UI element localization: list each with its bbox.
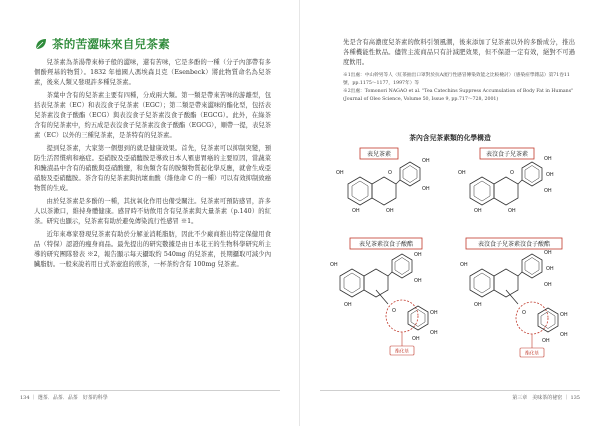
figure-title: 茶內含兒茶素類的化學構造 — [409, 134, 491, 142]
leaf-icon — [34, 37, 48, 51]
structure-egc — [458, 148, 554, 214]
svg-text:OH: OH — [422, 186, 430, 192]
svg-text:OH: OH — [412, 336, 420, 342]
label-egc: 表沒食子兒茶素 — [485, 151, 529, 158]
catechin-structures-figure — [330, 142, 580, 378]
paragraph: 提到兒茶素，大家第一個想到的就是健康效果。首先，兒茶素可以抑制突變，預防生活習慣病和癌症。亞硝胺及亞硝醯胺是導致日本人罹患胃癌的主要原因，當蔬菜和醃漬品中含有的硝酸與亞硝酸鹽，和魚類含有的胺類物質起化學反應，就會生成亞硝胺及亞硝醯胺。茶含有的兒茶素與抗壞血酸（維他命 C 的一種）可以有效抑制致癌物質的生成。 — [34, 144, 271, 193]
label-ester-group: 酯化基 — [395, 349, 409, 355]
footer-rule — [20, 390, 280, 391]
section-title: 茶的苦澀味來自兒茶素 — [52, 37, 170, 51]
svg-text:OH: OH — [546, 266, 554, 272]
svg-text:OH: OH — [414, 252, 422, 258]
svg-text:OH: OH — [542, 338, 550, 344]
footnote: ※1出處：中山幹男等人〈紅茶抽出口罩對於抗A流行性感冒傳染效能之比較檢討〉（感染症學雜誌）第71卷11號，pp.1175～1177，1997年）等 — [343, 73, 570, 86]
svg-text:OH: OH — [352, 208, 360, 214]
svg-text:OH: OH — [414, 278, 422, 284]
right-body-text: 先是含有高濃度兒茶素的飲料引領風潮，後來添加了兒茶素以外的多酚成分，推出各種機能性飲品。儘管主流商品只有計減肥效果，但不保證一定有效，絕對不可過度飲用。 — [343, 39, 575, 67]
svg-text:OH: OH — [430, 330, 438, 336]
svg-text:OH: OH — [430, 310, 438, 316]
label-ester-group: 酯化基 — [525, 351, 539, 357]
svg-text:OH: OH — [422, 158, 430, 164]
left-page-footer: 134 ｜ 選茶．品茶．品茶 好茶的科學 — [20, 395, 108, 401]
svg-text:OH: OH — [544, 188, 552, 194]
svg-text:OH: OH — [544, 156, 552, 162]
svg-text:OH: OH — [508, 208, 516, 214]
structure-egcg — [460, 238, 568, 357]
svg-text:OH: OH — [336, 170, 344, 176]
label-egcg: 表沒食子兒茶素沒食子酸酯 — [477, 241, 551, 248]
label-ec: 表兒茶素 — [366, 151, 392, 158]
svg-text:OH: OH — [330, 262, 338, 268]
section-heading — [34, 36, 170, 52]
footer-rule — [320, 390, 580, 391]
label-ecg: 表兒茶素沒食子酸酯 — [358, 241, 414, 248]
svg-text:OH: OH — [458, 170, 466, 176]
svg-text:OH: OH — [546, 172, 554, 178]
svg-text:OH: OH — [386, 208, 394, 214]
footnote: ※2出處：Tomonori NAGAO et al. "Tea Catechins Suppress Accumulation of Body Fat in Humans" (Journal of Oleo Science, Volume 50, Issue 9, pp.717～728, 2001) — [343, 89, 574, 102]
structure-ec — [336, 148, 430, 214]
svg-text:OH: OH — [560, 332, 568, 338]
svg-text:OH: OH — [460, 262, 468, 268]
svg-text:OH: OH — [544, 282, 552, 288]
paragraph: 兒茶素為茶湯帶來柿子般的澀味，還有苦味，它是多酚的一種（分子內部帶有多個酚羥基的物質）。1832 年德國人馮埃森貝克（Esenbeck）將此物質命名為兒茶素，後來人類又發現許多種兒茶素。 — [34, 59, 271, 87]
svg-text:OH: OH — [474, 302, 482, 308]
svg-text:OH: OH — [344, 302, 352, 308]
paragraph: 近年來專家發現兒茶素有助於分解並消耗脂肪，因此不少廠商推出特定保健用食品（特保）認證的瘦身商品。最先提出的研究數據是由日本花王的生物科學研究所主導的研究團隊發表 ※2，報告顯示每天攝取約 540mg 的兒茶素，長期攝取可減少內臟脂肪。一般來說若用日式茶壺泡的煎茶，一杯茶約含有 100mg 兒茶素。 — [34, 230, 271, 269]
footnotes — [343, 72, 575, 104]
svg-text:OH: OH — [544, 250, 552, 256]
right-page-footer: 第三章 美味茶的祕密 ｜ 135 — [512, 395, 580, 401]
svg-text:OH: OH — [560, 312, 568, 318]
svg-text:O: O — [388, 170, 392, 176]
svg-text:OH: OH — [474, 208, 482, 214]
svg-text:O: O — [522, 310, 526, 316]
svg-text:O: O — [510, 170, 514, 176]
paragraph: 由於兒茶素是多酚的一種，其抗氧化作用也備受關注。兒茶素可預防感冒，許多人以茶漱口，維持身體健康。感冒時不妨飲用含有兒茶素與大量茶素（p.140）的紅茶。研究也顯示，兒茶素有助於避免傳染流行性感冒 ※1。 — [34, 198, 271, 226]
structure-ecg — [330, 238, 438, 355]
left-body-text — [34, 58, 271, 273]
paragraph: 茶葉中含有的兒茶素主要有四種，分成兩大類。第一類是帶來苦味的游離型，包括表兒茶素（EC）和表沒食子兒茶素（EGC）；第二類是帶來澀味的酯化型，包括表兒茶素沒食子酸酯（ECG）與表沒食子兒茶素沒食子酸酯（EGCG）。此外，在綠茶含有的兒茶素中，約五成是表沒食子兒茶素沒食子酸酯（EGCG），順帶一提，表兒茶素（EC）以外的三種兒茶素，是茶特有的兒茶素。 — [34, 91, 271, 140]
svg-text:O: O — [392, 308, 396, 314]
